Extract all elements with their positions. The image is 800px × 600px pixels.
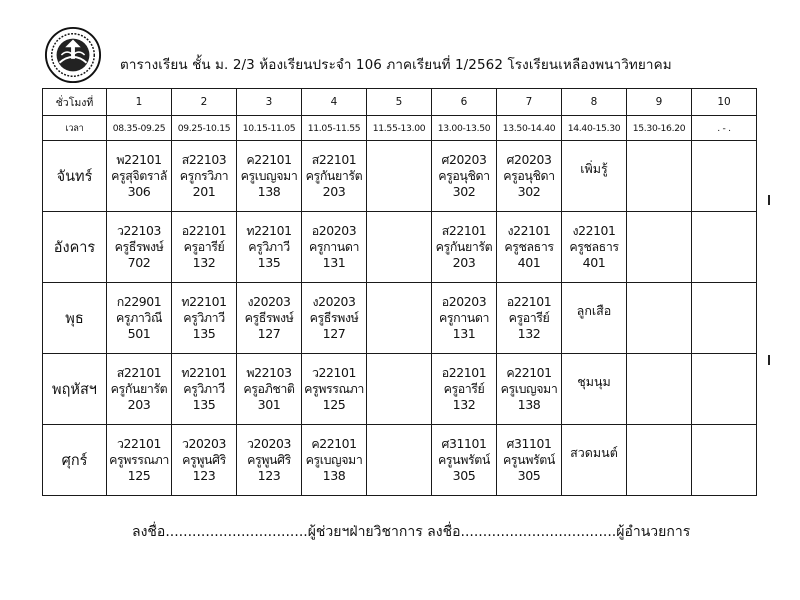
class-entry [497,153,561,199]
room-number: 401 [582,254,606,270]
room-number: 203 [452,254,476,270]
time-slot: 11.55-13.00 [367,116,432,141]
schedule-cell [302,141,367,212]
subject-code: ส22101 [311,152,357,168]
teacher-name: ครูนพรัตน์ [438,451,490,467]
teacher-name: ครูอนุชิดา [438,167,490,183]
class-entry [172,366,236,412]
schedule-cell [302,283,367,354]
period-number: 7 [497,89,562,116]
period-number: 3 [237,89,302,116]
edge-mark [768,195,770,205]
schedule-cell [497,425,562,496]
teacher-name: ครูวิภาวี [183,380,225,396]
schedule-cell [627,425,692,496]
class-entry [107,153,171,199]
schedule-cell [237,141,302,212]
room-number: 301 [257,396,281,412]
period-number: 5 [367,89,432,116]
teacher-name: ครูเบญจมา [305,451,363,467]
subject-code: ค22101 [506,365,552,381]
schedule-cell [172,141,237,212]
room-number: 302 [517,183,541,199]
schedule-cell [172,283,237,354]
day-row [43,283,757,354]
room-number: 305 [517,467,541,483]
time-row [43,116,757,141]
class-entry [432,153,496,199]
activity-label: ลูกเสือ [576,303,612,318]
class-entry [172,295,236,341]
teacher-name: ครูสุจิตราลั [111,167,167,183]
schedule-cell [562,141,627,212]
schedule-cell [432,354,497,425]
schedule-cell [302,425,367,496]
period-number: 2 [172,89,237,116]
timetable [42,88,757,496]
class-entry [432,437,496,483]
subject-code: ท22101 [181,365,227,381]
school-logo-icon [44,26,102,84]
schedule-cell [627,212,692,283]
schedule-cell [627,141,692,212]
time-label: เวลา [43,116,107,141]
subject-code: ศ20203 [506,152,552,168]
subject-code: ว22101 [117,436,161,452]
day-name: จันทร์ [43,141,107,212]
teacher-name: ครูกันยารัต [435,238,493,254]
teacher-name: ครูพูนศิริ [247,451,291,467]
day-name: พุธ [43,283,107,354]
schedule-cell [432,425,497,496]
schedule-cell [107,141,172,212]
room-number: 501 [127,325,151,341]
class-entry [432,224,496,270]
subject-code: ว22101 [312,365,356,381]
teacher-name: ครูวิภาวี [248,238,290,254]
time-slot: 13.50-14.40 [497,116,562,141]
schedule-cell [172,212,237,283]
schedule-cell [432,212,497,283]
room-number: 306 [127,183,151,199]
schedule-cell [692,212,757,283]
room-number: 123 [257,467,281,483]
period-number: 9 [627,89,692,116]
subject-code: ศ31101 [506,436,552,452]
time-slot: 11.05-11.55 [302,116,367,141]
schedule-cell [367,425,432,496]
class-entry [497,366,561,412]
activity-label: สวดมนต์ [570,445,618,460]
schedule-cell [562,283,627,354]
subject-code: ง22101 [507,223,551,239]
teacher-name: ครูกรวิภา [179,167,229,183]
teacher-name: ครูวิภาวี [183,309,225,325]
class-entry [107,437,171,483]
time-slot: . - . [692,116,757,141]
subject-code: พ22101 [116,152,162,168]
room-number: 203 [322,183,346,199]
class-entry [302,295,366,341]
subject-code: ก22901 [116,294,162,310]
subject-code: ส22101 [441,223,487,239]
subject-code: ท22101 [181,294,227,310]
class-entry [302,437,366,483]
schedule-cell [497,283,562,354]
class-entry [237,224,301,270]
teacher-name: ครูกานดา [438,309,490,325]
schedule-cell [302,354,367,425]
schedule-cell [692,283,757,354]
schedule-cell [237,354,302,425]
schedule-cell [237,212,302,283]
signature-line: ลงชื่อ................................ผู้ช่วยฯฝ่ายวิชาการ ลงชื่อ...................................ผู้อำนวยการ [132,524,691,540]
room-number: 131 [452,325,476,341]
class-entry [302,224,366,270]
class-entry [107,224,171,270]
teacher-name: ครูภาวิณี [115,309,163,325]
schedule-cell [107,354,172,425]
room-number: 138 [257,183,281,199]
room-number: 302 [452,183,476,199]
schedule-cell [562,212,627,283]
period-number: 6 [432,89,497,116]
day-name: อังคาร [43,212,107,283]
class-entry [107,295,171,341]
teacher-name: ครูอารีย์ [183,238,225,254]
schedule-cell [367,141,432,212]
teacher-name: ครูเบญจมา [240,167,298,183]
subject-code: ว20203 [247,436,291,452]
teacher-name: ครูนพรัตน์ [503,451,555,467]
schedule-cell [562,425,627,496]
teacher-name: ครูอภิชาติ [243,380,295,396]
teacher-name: ครูธีรพงษ์ [244,309,294,325]
subject-code: ค22101 [246,152,292,168]
schedule-cell [692,141,757,212]
schedule-cell [497,141,562,212]
page-title: ตารางเรียน ชั้น ม. 2/3 ห้องเรียนประจำ 106 ภาคเรียนที่ 1/2562 โรงเรียนเหลืองพนาวิทยาคม [120,57,672,73]
class-entry [432,366,496,412]
room-number: 125 [127,467,151,483]
teacher-name: ครูอารีย์ [443,380,485,396]
subject-code: อ22101 [506,294,552,310]
schedule-cell [302,212,367,283]
day-row [43,354,757,425]
day-row [43,212,757,283]
class-entry [497,295,561,341]
room-number: 123 [192,467,216,483]
period-number: 10 [692,89,757,116]
time-slot: 10.15-11.05 [237,116,302,141]
room-number: 125 [322,396,346,412]
room-number: 132 [452,396,476,412]
room-number: 702 [127,254,151,270]
room-number: 135 [192,396,216,412]
subject-code: ศ31101 [441,436,487,452]
room-number: 138 [517,396,541,412]
schedule-cell [497,354,562,425]
room-number: 135 [257,254,281,270]
day-name: ศุกร์ [43,425,107,496]
schedule-cell [627,283,692,354]
subject-code: พ22103 [246,365,292,381]
schedule-cell [497,212,562,283]
schedule-cell [627,354,692,425]
schedule-cell [367,212,432,283]
class-entry [302,366,366,412]
subject-code: ง20203 [312,294,356,310]
subject-code: อ22101 [441,365,487,381]
schedule-cell [172,425,237,496]
teacher-name: ครูพรรณภา [109,451,169,467]
schedule-cell [367,283,432,354]
teacher-name: ครูกันยารัต [305,167,363,183]
period-number: 1 [107,89,172,116]
time-slot: 14.40-15.30 [562,116,627,141]
subject-code: ง22101 [572,223,616,239]
subject-code: อ22101 [181,223,227,239]
teacher-name: ครูธีรพงษ์ [309,309,359,325]
schedule-cell [367,354,432,425]
class-entry [432,295,496,341]
day-row [43,141,757,212]
room-number: 305 [452,467,476,483]
teacher-name: ครูพรรณภา [304,380,364,396]
teacher-name: ครูกันยารัต [110,380,168,396]
subject-code: ว22103 [117,223,161,239]
subject-code: ท22101 [246,223,292,239]
schedule-cell [172,354,237,425]
class-entry [107,366,171,412]
room-number: 401 [517,254,541,270]
teacher-name: ครูชลธาร [504,238,554,254]
class-entry [497,224,561,270]
room-number: 131 [322,254,346,270]
room-number: 132 [192,254,216,270]
room-number: 203 [127,396,151,412]
room-number: 127 [322,325,346,341]
period-number: 8 [562,89,627,116]
room-number: 201 [192,183,216,199]
class-entry [302,153,366,199]
schedule-cell [692,354,757,425]
schedule-cell [432,141,497,212]
time-slot: 15.30-16.20 [627,116,692,141]
subject-code: อ20203 [441,294,487,310]
time-slot: 09.25-10.15 [172,116,237,141]
activity-label: ชุมนุม [577,374,611,389]
class-entry [497,437,561,483]
schedule-cell [107,283,172,354]
room-number: 138 [322,467,346,483]
class-entry [172,437,236,483]
room-number: 135 [192,325,216,341]
class-entry [237,153,301,199]
class-entry [172,224,236,270]
class-entry [237,295,301,341]
schedule-cell [107,425,172,496]
day-row [43,425,757,496]
schedule-cell [692,425,757,496]
subject-code: ส22103 [181,152,227,168]
class-entry [237,366,301,412]
subject-code: ศ20203 [441,152,487,168]
edge-mark [768,355,770,365]
day-name: พฤหัสฯ [43,354,107,425]
schedule-cell [562,354,627,425]
teacher-name: ครูกานดา [308,238,360,254]
teacher-name: ครูชลธาร [569,238,619,254]
time-slot: 08.35-09.25 [107,116,172,141]
room-number: 127 [257,325,281,341]
subject-code: ง20203 [247,294,291,310]
teacher-name: ครูอารีย์ [508,309,550,325]
subject-code: ค22101 [311,436,357,452]
schedule-cell [237,425,302,496]
schedule-cell [107,212,172,283]
schedule-cell [237,283,302,354]
period-label: ชั่วโมงที่ [43,89,107,116]
schedule-cell [432,283,497,354]
teacher-name: ครูธีรพงษ์ [114,238,164,254]
period-number: 4 [302,89,367,116]
class-entry [172,153,236,199]
teacher-name: ครูอนุชิดา [503,167,555,183]
subject-code: ส22101 [116,365,162,381]
header-row [43,89,757,116]
activity-label: เพิ่มรู้ [580,161,608,176]
subject-code: อ20203 [311,223,357,239]
time-slot: 13.00-13.50 [432,116,497,141]
teacher-name: ครูเบญจมา [500,380,558,396]
class-entry [562,224,626,270]
class-entry [237,437,301,483]
teacher-name: ครูพูนศิริ [182,451,226,467]
room-number: 132 [517,325,541,341]
subject-code: ว20203 [182,436,226,452]
